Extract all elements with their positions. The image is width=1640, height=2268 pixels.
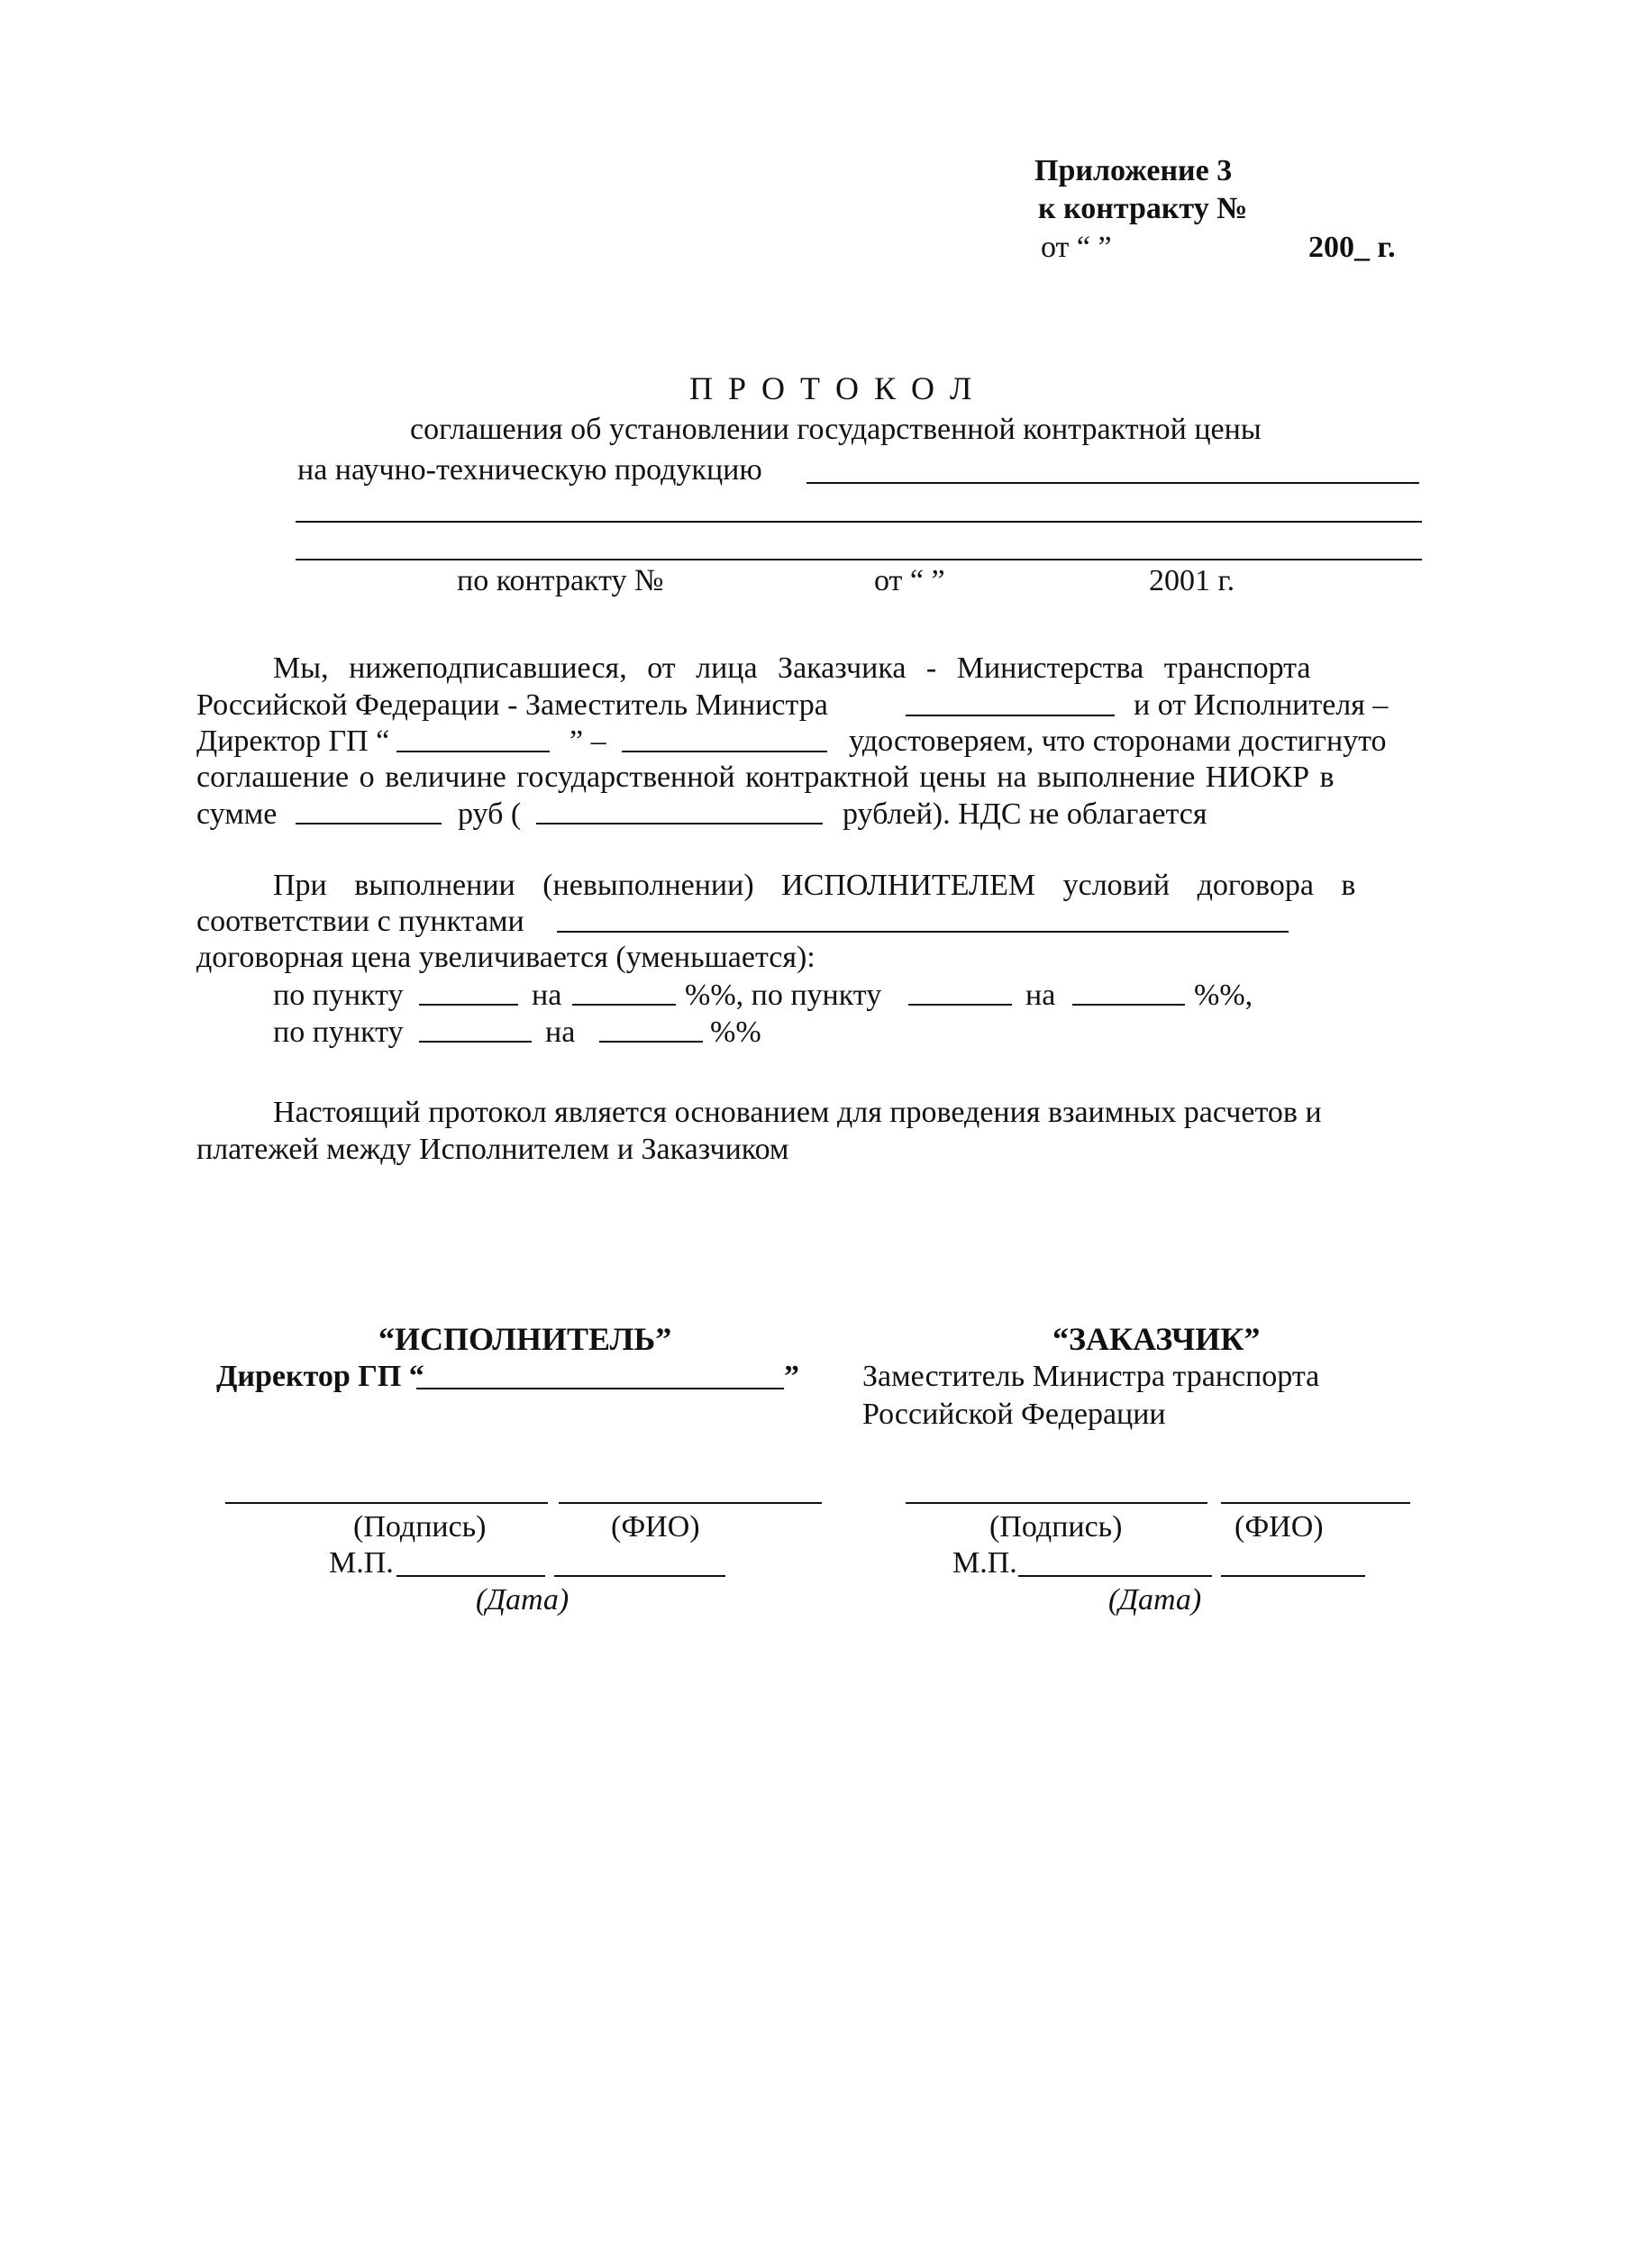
para3-line-2: платежей между Исполнителем и Заказчиком: [196, 1133, 789, 1166]
para1-line-1: [273, 651, 1431, 687]
para2-line-5a: по пункту: [273, 1016, 404, 1049]
protocol-heading: П Р О Т О К О Л: [689, 370, 976, 406]
point-blank-3: [419, 1041, 532, 1043]
para2-line-3: договорная цена увеличивается (уменьшается):: [196, 941, 815, 974]
customer-seal-line: [1018, 1575, 1212, 1577]
para3-line-1: Настоящий протокол является основанием для проведения взаимных расчетов и: [273, 1096, 1322, 1129]
deputy-minister-blank: [906, 715, 1115, 716]
percent-blank-2: [1072, 1004, 1185, 1006]
customer-position-line-2: Российской Федерации: [862, 1398, 1166, 1431]
para1-line-4: соглашение о величине государственной контрактной цены на выполнение НИОКР в: [196, 761, 1335, 794]
points-blank: [557, 931, 1289, 933]
para2-line-1: При выполнении (невыполнении) ИСПОЛНИТЕЛЕМ условий договора в: [273, 869, 1356, 902]
executor-date-caption: (Дата): [476, 1583, 569, 1617]
executor-quote-close: ”: [784, 1360, 799, 1393]
executor-fio-line: [559, 1502, 822, 1504]
executor-signature-line: [225, 1502, 548, 1504]
sum-words-blank: [536, 823, 823, 824]
para2-line-5c: %%: [710, 1016, 761, 1049]
customer-position-line-1: Заместитель Министра транспорта: [862, 1360, 1320, 1393]
executor-enterprise-blank: [416, 1388, 784, 1389]
para2-line-5b: на: [545, 1016, 576, 1049]
product-blank-line-3: [296, 559, 1422, 560]
customer-title: “ЗАКАЗЧИК”: [1052, 1321, 1261, 1357]
executor-seal-label: М.П.: [329, 1546, 394, 1580]
para1-line-3c: удостоверяем, что сторонами достигнуто: [849, 724, 1387, 758]
para1-line-1-text: Мы, нижеподписавшиеся, от лица Заказчика - Министерства транспорта: [273, 651, 1311, 685]
executor-title: “ИСПОЛНИТЕЛЬ”: [378, 1321, 672, 1357]
point-blank-2: [908, 1004, 1012, 1006]
executor-director-label: Директор ГП “: [216, 1360, 424, 1393]
executor-fio-caption: (ФИО): [611, 1510, 700, 1544]
para2-line-4d: на: [1025, 979, 1056, 1012]
protocol-subtitle-1: соглашения об установлении государственной контрактной цены: [410, 413, 1262, 446]
customer-signature-line: [906, 1502, 1207, 1504]
contract-year: 2001 г.: [1149, 564, 1235, 597]
para1-line-5c: рублей). НДС не облагается: [843, 797, 1207, 831]
executor-date-line: [554, 1575, 725, 1577]
para1-line-3a: Директор ГП “: [196, 724, 390, 758]
para1-line-2a: Российской Федерации - Заместитель Министра: [196, 688, 828, 722]
product-blank-line-1: [806, 482, 1419, 484]
appendix-line-3-date: от “ ”: [1041, 231, 1112, 264]
director-name-blank: [622, 751, 827, 752]
para2-line-2: соответствии с пунктами: [196, 905, 524, 938]
para2-line-4a: по пункту: [273, 979, 404, 1012]
percent-blank-1: [572, 1004, 676, 1006]
para2-line-4e: %%,: [1194, 979, 1253, 1012]
contract-number-label: по контракту №: [457, 564, 664, 597]
appendix-line-2: к контракту №: [1038, 192, 1248, 225]
percent-blank-3: [599, 1041, 703, 1043]
executor-signature-caption: (Подпись): [353, 1510, 487, 1544]
para2-line-4c: %%, по пункту: [685, 979, 882, 1012]
customer-fio-caption: (ФИО): [1235, 1510, 1324, 1544]
para1-line-5b: руб (: [458, 797, 522, 831]
customer-fio-line: [1221, 1502, 1410, 1504]
para2-line-4b: на: [532, 979, 562, 1012]
executor-seal-line: [396, 1575, 545, 1577]
appendix-line-1: Приложение 3: [1034, 154, 1233, 187]
point-blank-1: [419, 1004, 518, 1006]
para1-line-3b: ” –: [569, 724, 606, 758]
customer-date-caption: (Дата): [1108, 1583, 1202, 1617]
contract-date-label: от “ ”: [874, 564, 945, 597]
para1-line-5a: сумме: [196, 797, 278, 831]
customer-date-line: [1221, 1575, 1365, 1577]
customer-signature-caption: (Подпись): [989, 1510, 1123, 1544]
para1-line-2b: и от Исполнителя –: [1134, 688, 1389, 722]
protocol-subtitle-2: на научно-техническую продукцию: [297, 453, 762, 487]
product-blank-line-2: [296, 521, 1422, 523]
enterprise-blank: [396, 751, 550, 752]
customer-seal-label: М.П.: [952, 1546, 1017, 1580]
appendix-line-3-year: 200_ г.: [1308, 231, 1396, 264]
sum-blank: [296, 823, 442, 824]
